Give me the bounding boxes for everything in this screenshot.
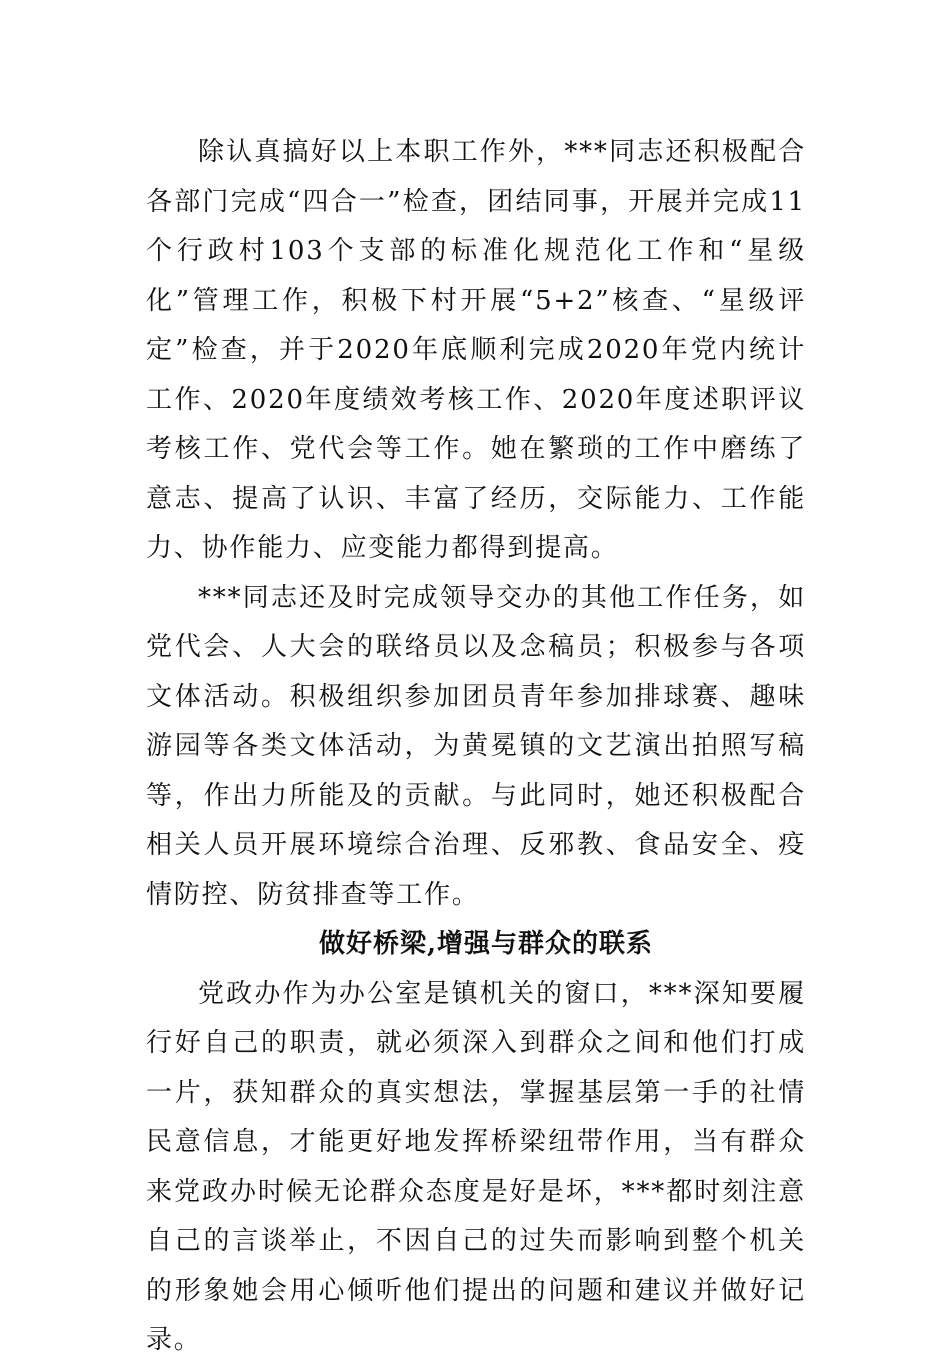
paragraph-bridge-role: 党政办作为办公室是镇机关的窗口，***深知要履行好自己的职责，就必须深入到群众之间和他们打成一片，获知群众的真实想法，掌握基层第一手的社情民意信息，才能更好地发挥桥梁纽带作用，当有群众来党政办时候无论群众态度是好是坏，***都时刻注意自己的言谈举止，不因自己的过失而影响到整个机关的形象她会用心倾听他们提出的问题和建议并做好记录。: [146, 978, 806, 1355]
section-heading: 做好桥梁,增强与群众的联系: [318, 929, 654, 959]
paragraph-other-tasks: ***同志还及时完成领导交办的其他工作任务，如党代会、人大会的联络员以及念稿员；积极参与各项文体活动。积极组织参加团员青年参加排球赛、趣味游园等各类文体活动，为黄冕镇的文艺演出拍照写稿等，作出力所能及的贡献。与此同时，她还积极配合相关人员开展环境综合治理、反邪教、食品安全、疫情防控、防贫排查等工作。: [146, 582, 806, 910]
paragraph-work-cooperation: 除认真搞好以上本职工作外，***同志还积极配合各部门完成“四合一”检查，团结同事，开展并完成11个行政村103个支部的标准化规范化工作和“星级化”管理工作，积极下村开展“5+2”核查、“星级评定”检查，并于2020年底顺利完成2020年党内统计工作、2020年度绩效考核工作、2020年度述职评议考核工作、党代会等工作。她在繁琐的工作中磨练了意志、提高了认识、丰富了经历，交际能力、工作能力、协作能力、应变能力都得到提高。: [146, 137, 806, 563]
document-body: [146, 128, 806, 1366]
